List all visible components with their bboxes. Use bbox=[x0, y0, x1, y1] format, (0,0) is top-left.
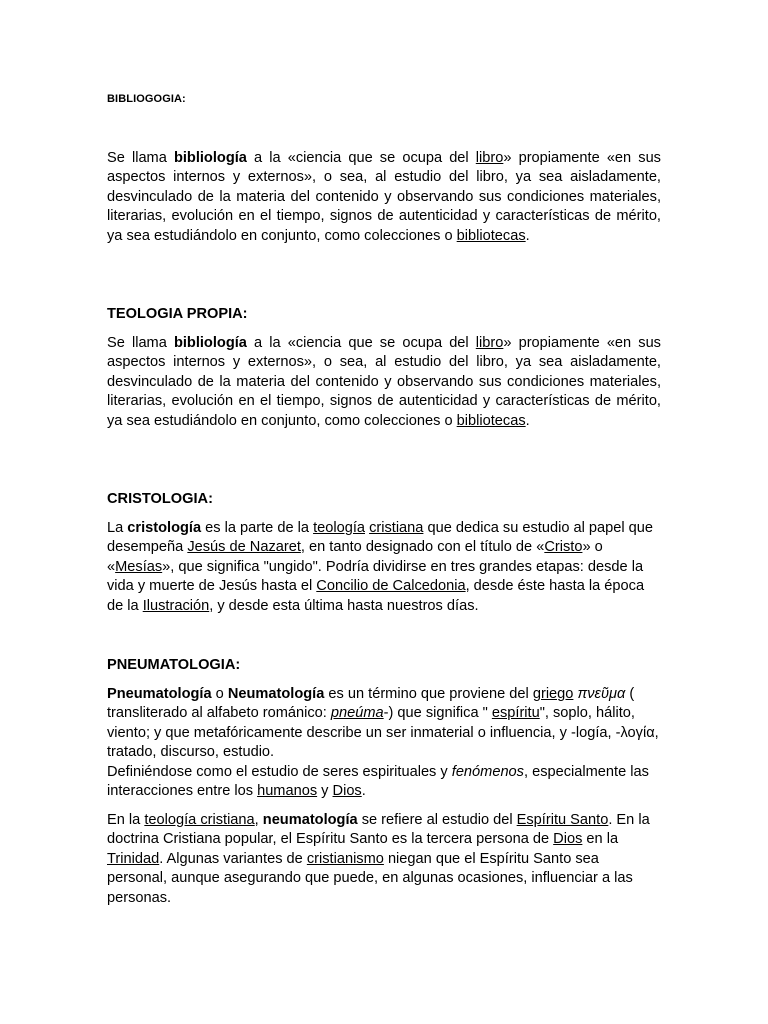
paragraph bbox=[107, 811, 661, 908]
text: . bbox=[361, 783, 366, 800]
section-cristologia-text bbox=[107, 519, 661, 616]
term-neumatologia: neumatología bbox=[262, 812, 358, 828]
text: a la «ciencia que se ocupa del bbox=[246, 150, 476, 166]
text: ", soplo, hálito, viento; y que metafóricamente describe un ser inmaterial o influencia, y -logía, -λογία, tratado, discurso, estudio. bbox=[107, 705, 659, 761]
text: . bbox=[525, 227, 530, 244]
heading-cristologia: CRISTOLOGIA: bbox=[107, 491, 213, 507]
paragraph bbox=[107, 519, 661, 616]
text: se refiere al estudio del bbox=[357, 812, 517, 828]
link-teologia[interactable]: teología bbox=[313, 520, 365, 536]
text: » propiamente «en sus aspectos internos y externos», o sea, al estudio del libro, ya sea aisladamente, desvinculado de la materia del contenido y observando sus condiciones materiales, literarias, evolución en el tiempo, signos de autenticidad y características de mérito, ya sea estudiándolo en conjunto, como colecciones o bbox=[107, 150, 661, 244]
link-jesus-de-nazaret[interactable]: Jesús de Nazaret bbox=[187, 539, 301, 556]
heading-pneumatologia: PNEUMATOLOGIA: bbox=[107, 657, 241, 673]
link-griego[interactable]: griego bbox=[532, 686, 574, 702]
link-mesias[interactable]: Mesías bbox=[115, 558, 163, 575]
section-bibliologia-text bbox=[107, 149, 661, 246]
link-dios[interactable]: Dios bbox=[553, 831, 583, 848]
document-title: BIBLIOGOGIA: bbox=[107, 93, 186, 105]
text: , especialmente las interacciones entre los bbox=[107, 763, 649, 800]
text: La bbox=[107, 520, 128, 536]
link-cristianismo[interactable]: cristianismo bbox=[306, 850, 384, 867]
link-libro[interactable]: libro bbox=[475, 335, 504, 351]
term-bibliologia: bibliología bbox=[173, 335, 247, 351]
link-concilio-de-calcedonia[interactable]: Concilio de Calcedonia bbox=[316, 578, 466, 595]
link-bibliotecas[interactable]: bibliotecas bbox=[456, 227, 526, 244]
text: que dedica su estudio al papel que desempeña bbox=[107, 520, 654, 556]
text: y bbox=[317, 783, 333, 800]
text: es un término que proviene del bbox=[324, 686, 533, 702]
term-pneumatologia: Pneumatología bbox=[107, 686, 212, 702]
link-cristiana[interactable]: cristiana bbox=[369, 520, 424, 536]
heading-teologia-propia: TEOLOGIA PROPIA: bbox=[107, 306, 248, 322]
section-pneumatologia-text-2 bbox=[107, 811, 661, 908]
text: a la «ciencia que se ocupa del bbox=[246, 335, 476, 351]
text: Definiéndose como el estudio de seres espirituales y bbox=[107, 763, 452, 780]
link-teologia-cristiana[interactable]: teología cristiana bbox=[144, 812, 255, 828]
text: , y desde esta última hasta nuestros días. bbox=[209, 597, 479, 614]
link-humanos[interactable]: humanos bbox=[257, 783, 318, 800]
text: es la parte de la bbox=[201, 520, 314, 536]
text: » o « bbox=[107, 539, 603, 575]
link-bibliotecas[interactable]: bibliotecas bbox=[456, 412, 526, 429]
term-cristologia: cristología bbox=[127, 520, 202, 536]
text: en la bbox=[582, 831, 619, 848]
text: . Algunas variantes de bbox=[159, 850, 307, 867]
text: . bbox=[525, 412, 530, 429]
link-espiritu-santo[interactable]: Espíritu Santo bbox=[516, 812, 609, 828]
text: . En la doctrina Cristiana popular, el Espíritu Santo es la tercera persona de bbox=[107, 812, 650, 848]
text: Se llama bbox=[107, 150, 174, 166]
section-teologia-propia-text bbox=[107, 334, 661, 431]
text: » propiamente «en sus aspectos internos y externos», o sea, al estudio del libro, ya sea aisladamente, desvinculado de la materia del contenido y observando sus condiciones materiales, literarias, evolución en el tiempo, signos de autenticidad y características de mérito, ya sea estudiándolo en conjunto, como colecciones o bbox=[107, 335, 661, 429]
link-espiritu[interactable]: espíritu bbox=[491, 705, 540, 722]
text: o bbox=[211, 686, 228, 702]
text: niegan que el Espíritu Santo sea personal, aunque asegurando que puede, en algunas ocasiones, influenciar a las personas. bbox=[107, 850, 633, 906]
link-dios[interactable]: Dios bbox=[332, 783, 362, 800]
link-trinidad[interactable]: Trinidad bbox=[107, 850, 160, 867]
text: , desde éste hasta la época de la bbox=[107, 578, 645, 614]
term-neumatologia: Neumatología bbox=[227, 686, 325, 702]
link-pneuma[interactable]: pneúma bbox=[330, 705, 384, 722]
link-cristo[interactable]: Cristo bbox=[544, 539, 583, 556]
paragraph bbox=[107, 149, 661, 246]
paragraph bbox=[107, 334, 661, 431]
text: , bbox=[254, 812, 263, 828]
text: », que significa "ungido". Podría dividirse en tres grandes etapas: desde la vida y muerte de Jesús hasta el bbox=[107, 558, 644, 595]
text: ( transliterado al alfabeto románico: bbox=[107, 686, 635, 722]
text: -) que significa " bbox=[383, 705, 492, 722]
text: Se llama bbox=[107, 335, 174, 351]
text: , en tanto designado con el título de « bbox=[300, 539, 545, 556]
paragraph bbox=[107, 685, 661, 763]
paragraph bbox=[107, 763, 661, 802]
greek-word-pneuma: πνεῦμα bbox=[577, 686, 626, 702]
section-pneumatologia-text bbox=[107, 685, 661, 801]
link-libro[interactable]: libro bbox=[475, 150, 504, 166]
text: En la bbox=[107, 812, 145, 828]
term-bibliologia: bibliología bbox=[173, 150, 247, 166]
term-fenomenos: fenómenos bbox=[451, 763, 524, 780]
link-ilustracion[interactable]: Ilustración bbox=[142, 597, 210, 614]
